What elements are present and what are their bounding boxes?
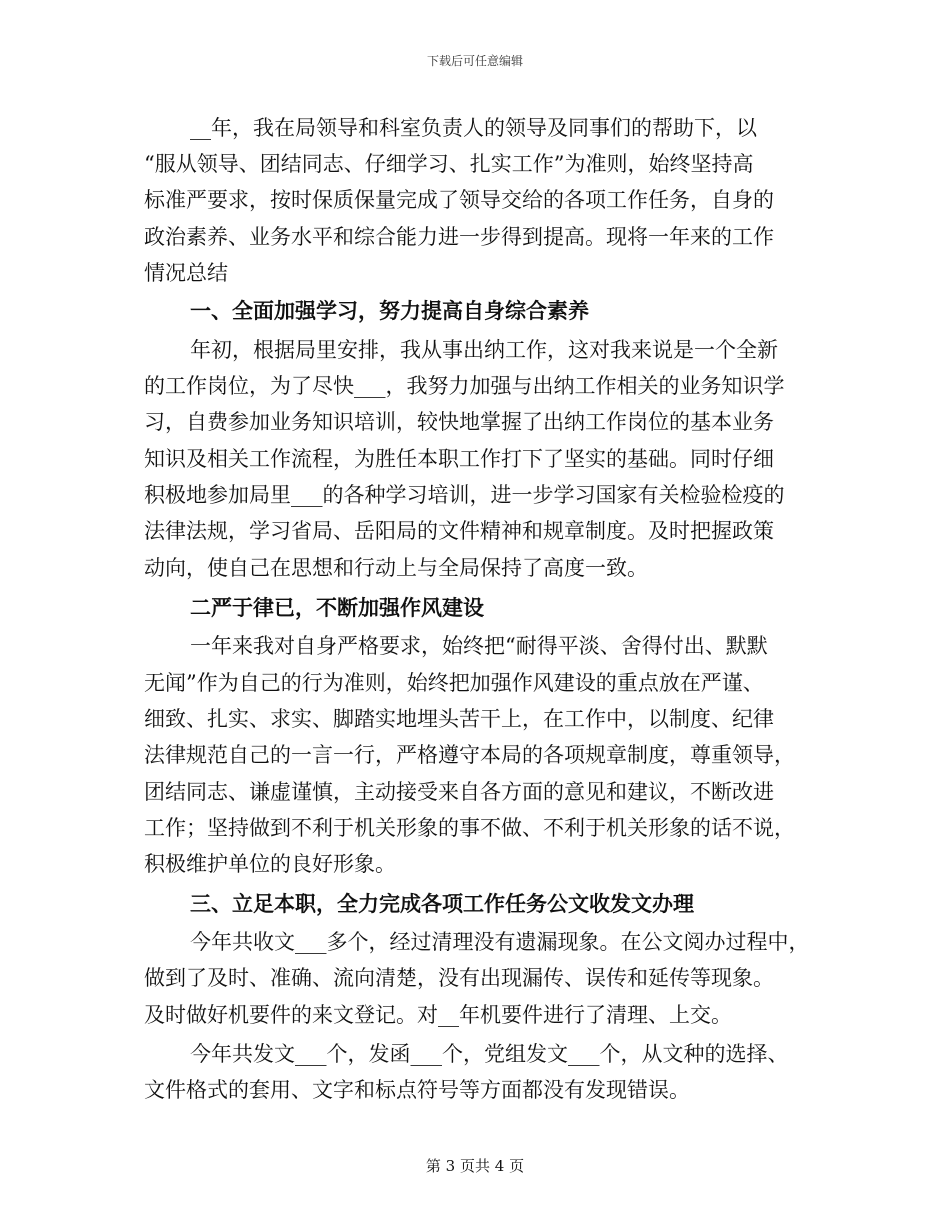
paragraph-line: 年初，根据局里安排，我从事出纳工作，这对我来说是一个全新 xyxy=(190,338,778,362)
paragraph-line: __年，我在局领导和科室负责人的领导及同事们的帮助下，以 xyxy=(190,116,757,140)
paragraph-line: 一年来我对自身严格要求，始终把“耐得平淡、舍得付出、默默 xyxy=(190,634,768,658)
paragraph-line: 团结同志、谦虚谨慎，主动接受来自各方面的意见和建议，不断改进 xyxy=(144,780,774,804)
paragraph-line: 的工作岗位，为了尽快___，我努力加强与出纳工作相关的业务知识学 xyxy=(144,374,785,398)
paragraph-line: 习，自费参加业务知识培训，较快地掌握了出纳工作岗位的基本业务 xyxy=(144,410,774,434)
paragraph-line: 细致、扎实、求实、脚踏实地埋头苦干上，在工作中，以制度、纪律 xyxy=(144,707,774,731)
paragraph-line: “服从领导、团结同志、仔细学习、扎实工作”为准则，始终坚持高 xyxy=(144,152,754,176)
paragraph-line: 今年共收文___多个，经过清理没有遗漏现象。在公文阅办过程中， xyxy=(190,930,810,954)
paragraph-line: 情况总结 xyxy=(144,261,228,285)
paragraph-line: 及时做好机要件的来文登记。对__年机要件进行了清理、上交。 xyxy=(144,1003,732,1027)
paragraph-line: 文件格式的套用、文字和标点符号等方面都没有发现错误。 xyxy=(144,1078,690,1102)
paragraph-line: 法律法规，学习省局、岳阳局的文件精神和规章制度。及时把握政策 xyxy=(144,519,774,543)
paragraph-line: 做到了及时、准确、流向清楚，没有出现漏传、误传和延传等现象。 xyxy=(144,966,774,990)
page-footer: 第 3 页共 4 页 xyxy=(425,1157,525,1175)
section-heading: 三、立足本职，全力完成各项工作任务公文收发文办理 xyxy=(190,891,694,916)
page-header: 下载后可任意编辑 xyxy=(426,54,523,68)
paragraph-line: 工作；坚持做到不利于机关形象的事不做、不利于机关形象的话不说， xyxy=(144,816,795,840)
paragraph-line: 政治素养、业务水平和综合能力进一步得到提高。现将一年来的工作 xyxy=(144,225,774,249)
section-heading: 一、全面加强学习，努力提高自身综合素养 xyxy=(190,298,589,323)
paragraph-line: 动向，使自己在思想和行动上与全局保持了高度一致。 xyxy=(144,556,648,580)
paragraph-line: 法律规范自己的一言一行，严格遵守本局的各项规章制度，尊重领导， xyxy=(144,743,795,767)
paragraph-line: 无闻”作为自己的行为准则，始终把加强作风建设的重点放在严谨、 xyxy=(144,671,764,695)
paragraph-line: 积极地参加局里___的各种学习培训，进一步学习国家有关检验检疫的 xyxy=(144,483,785,507)
paragraph-line: 积极维护单位的良好形象。 xyxy=(144,852,396,876)
paragraph-line: 知识及相关工作流程，为胜任本职工作打下了坚实的基础。同时仔细 xyxy=(144,447,774,471)
section-heading: 二严于律已，不断加强作风建设 xyxy=(190,595,484,620)
paragraph-line: 标准严要求，按时保质保量完成了领导交给的各项工作任务，自身的 xyxy=(144,188,774,212)
paragraph-line: 今年共发文___个，发函___个，党组发文___个，从文种的选择、 xyxy=(190,1042,789,1066)
